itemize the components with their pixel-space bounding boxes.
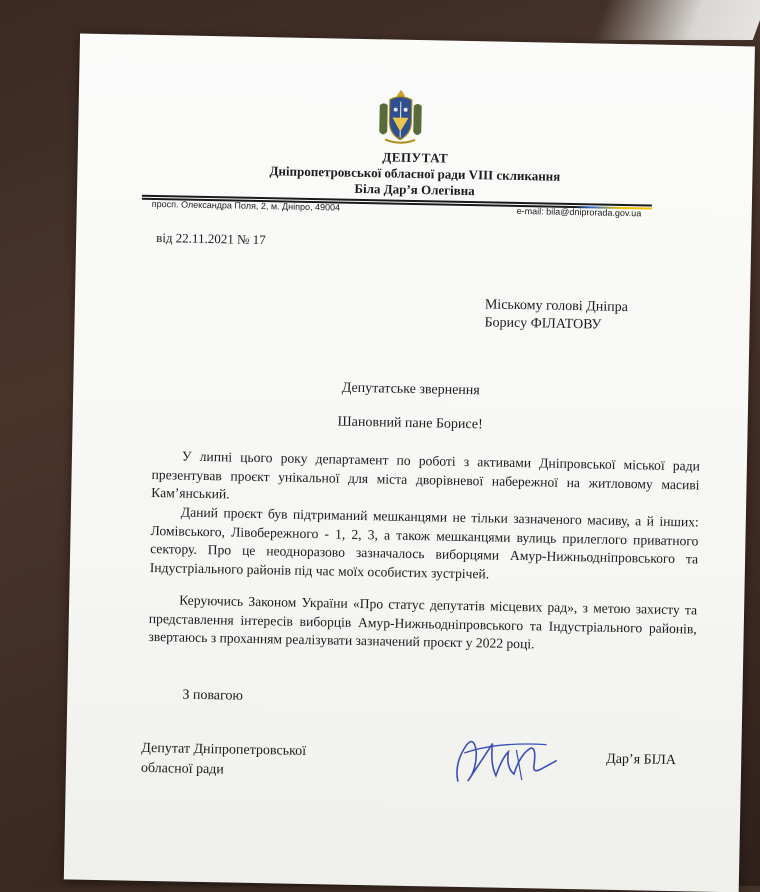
body-paragraph: Керуючись Законом України «Про статус депутатів місцевих рад», з метою захисту та представлення інтересів виборців Амур-Нижньодніпровського та Індустріального районів, звертаюсь з проханням реалізувати зазначений проєкт у 2022 році. — [148, 592, 698, 652]
body-paragraph: У липні цього року департамент по роботі з активами Дніпровської міської ради презентував проєкт унікальної для міста дворівневої набережної на житловому масиві Кам’янський. — [151, 448, 701, 502]
table-background — [593, 0, 760, 40]
letter-page — [64, 34, 755, 892]
handwritten-signature — [446, 723, 567, 795]
body-paragraph: Даний проєкт був підтриманий мешканцями не тільки зазначеного масиву, а й інших: Ломівського, Лівобережного - 1, 2, 3, а також мешканцями вулиць прилеглого приватного сектору. Про це неодноразово зазначалось виборцями Амур-Нижньодніпровського та Індустріального районів під час моїх особистих зустрічей. — [149, 504, 699, 581]
document-date-number: від 22.11.2021 № 17 — [156, 230, 266, 248]
closing-regards: З повагою — [182, 687, 244, 704]
sender-email: e-mail: bila@dniprorada.gov.ua — [516, 205, 642, 219]
signer-title-line-2: обласної ради — [140, 760, 225, 778]
recipient-line-2: Борису ФІЛАТОВУ — [484, 315, 602, 333]
sender-address: просп. Олександра Поля, 2, м. Дніпро, 49004 — [151, 198, 341, 213]
coat-of-arms-icon — [375, 87, 426, 148]
recipient-line-1: Міському голові Дніпра — [484, 297, 628, 316]
header-council: Дніпропетровської обласної ради VIII скликання — [269, 163, 561, 184]
signer-title-line-1: Депутат Дніпропетровської — [141, 740, 307, 759]
signer-name: Дар’я БІЛА — [606, 751, 677, 769]
header-title: ДЕПУТАТ — [382, 149, 449, 166]
letter-greeting: Шановний пане Борисе! — [337, 414, 483, 433]
header-name: Біла Дар’я Олегівна — [354, 180, 475, 199]
letter-subject: Депутатське звернення — [341, 380, 480, 399]
